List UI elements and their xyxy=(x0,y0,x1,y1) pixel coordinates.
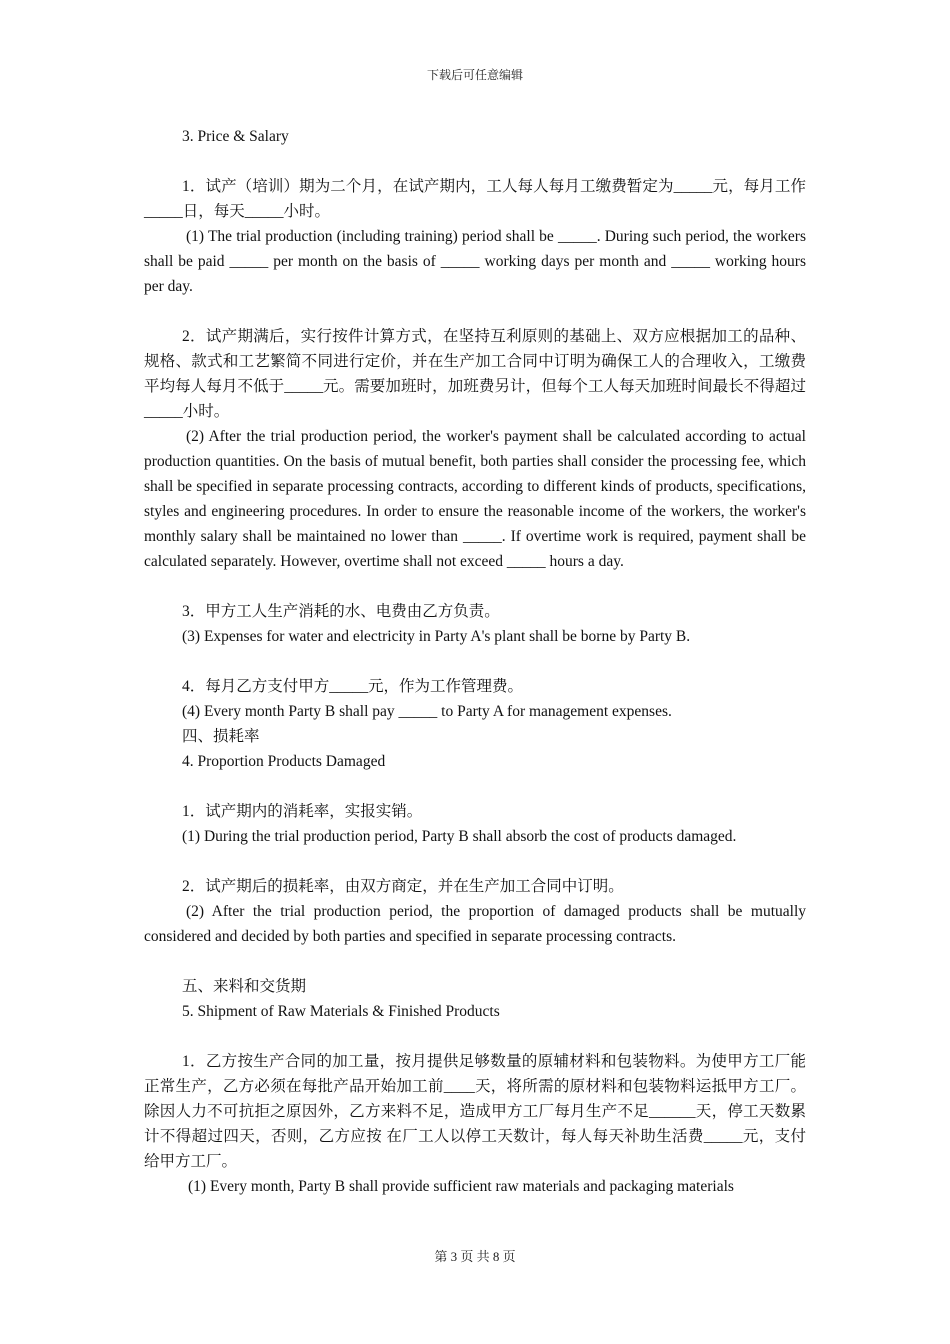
clause-4-en: (4) Every month Party B shall pay _____ to Party A for management expenses. xyxy=(182,703,672,720)
damage-clause-2-cn: 2．试产期后的损耗率，由双方商定，并在生产加工合同中订明。 xyxy=(182,878,624,895)
clause-3-en: (3) Expenses for water and electricity in Party A's plant shall be borne by Party B. xyxy=(182,628,691,645)
damage-clause-1-cn: 1．试产期内的消耗率，实报实销。 xyxy=(182,803,423,820)
clause-4-cn: 4．每月乙方支付甲方_____元，作为工作管理费。 xyxy=(182,678,524,695)
section-heading-4-cn: 四、损耗率 xyxy=(182,728,260,745)
page-header: 下载后可任意编辑 xyxy=(426,68,523,82)
section-heading-price-salary: 3. Price & Salary xyxy=(182,128,289,145)
clause-2-en: (2) After the trial production period, the worker's payment shall be calculated according to actual production quantities. On the basis of mutual benefit, both parties shall consider the processing fee, which shall be specified in separate processing contracts, according to different kinds of products, specifications, styles and engineering procedures. In order to ensure the reasonable income of the workers, the worker's monthly salary shall be maintained no lower than _____. If overtime work is required, payment shall be calculated separately. However, overtime shall not exceed _____ hours a day. xyxy=(144,428,806,570)
clause-3-cn: 3．甲方工人生产消耗的水、电费由乙方负责。 xyxy=(182,603,500,620)
damage-clause-2-en: (2) After the trial production period, the proportion of damaged products shall be mutually considered and decided by both parties and specified in separate processing contracts. xyxy=(144,903,806,945)
clause-1-en: (1) The trial production (including training) period shall be _____. During such period, the workers shall be paid _____ per month on the basis of _____ working days per month and _____ working hours per day. xyxy=(144,228,806,295)
section-heading-4-en: 4. Proportion Products Damaged xyxy=(182,753,386,770)
shipment-clause-1-cn: 1．乙方按生产合同的加工量，按月提供足够数量的原辅材料和包装物料。为使甲方工厂能正常生产，乙方必须在每批产品开始加工前____天，将所需的原材料和包装物料运抵甲方工厂。除因人力不可抗拒之原因外，乙方来料不足，造成甲方工厂每月生产不足______天，停工天数累计不得超过四天，否则，乙方应按 在厂工人以停工天数计，每人每天补助生活费_____元，支付给甲方工厂。 xyxy=(144,1053,806,1170)
shipment-clause-1-en: (1) Every month, Party B shall provide sufficient raw materials and packaging materials xyxy=(188,1178,734,1195)
document-body xyxy=(144,124,806,1199)
section-heading-5-cn: 五、来料和交货期 xyxy=(182,978,307,995)
section-heading-5-en: 5. Shipment of Raw Materials & Finished Products xyxy=(182,1003,500,1020)
page-footer: 第 3 页 共 8 页 xyxy=(434,1249,516,1264)
clause-2-cn: 2．试产期满后，实行按件计算方式，在坚持互利原则的基础上、双方应根据加工的品种、规格、款式和工艺繁简不同进行定价，并在生产加工合同中订明为确保工人的合理收入，工缴费平均每人每月不低于_____元。需要加班时，加班费另计，但每个工人每天加班时间最长不得超过_____小时。 xyxy=(144,328,806,420)
clause-1-cn: 1．试产（培训）期为二个月，在试产期内，工人每人每月工缴费暂定为_____元，每月工作_____日，每天_____小时。 xyxy=(144,178,806,220)
damage-clause-1-en: (1) During the trial production period, Party B shall absorb the cost of products damaged. xyxy=(182,828,737,845)
